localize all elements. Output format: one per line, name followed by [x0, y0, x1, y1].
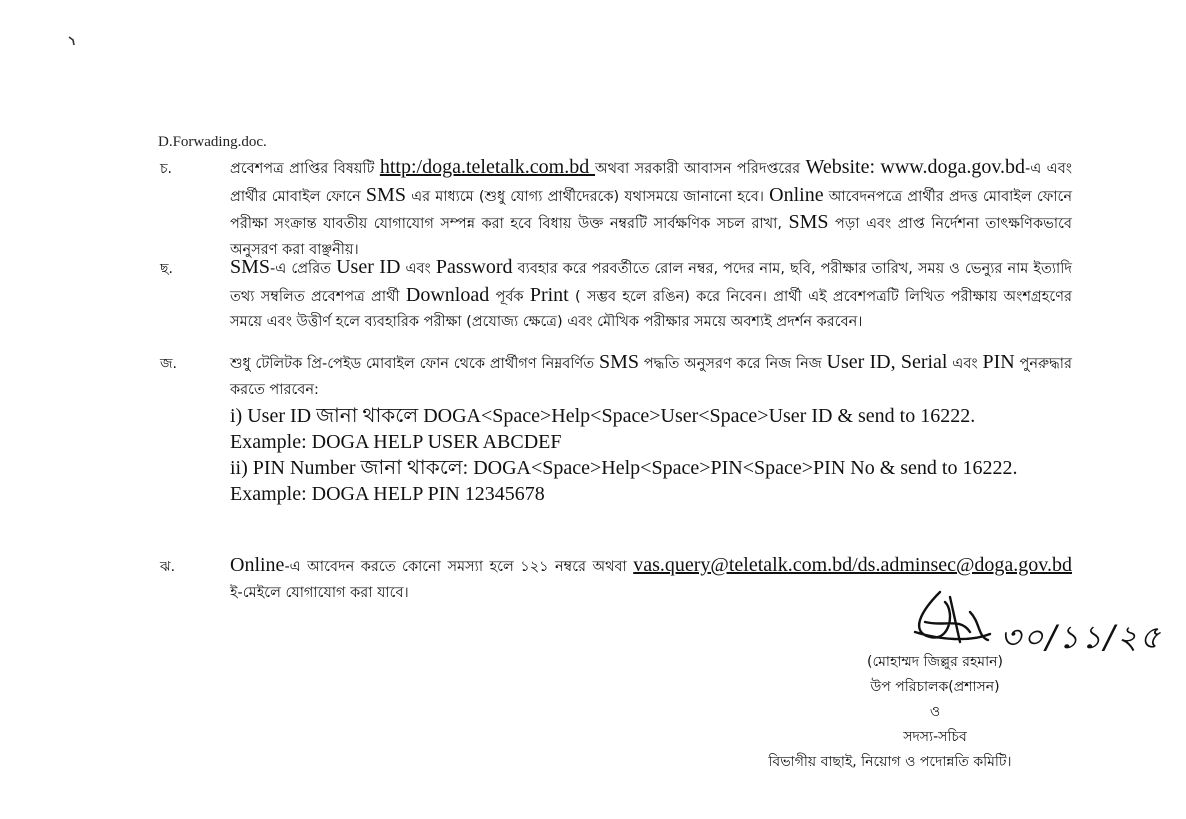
document-filename: D.Forwading.doc. — [158, 134, 267, 150]
clause-number: চ. — [160, 161, 173, 177]
text-run: Download — [405, 283, 490, 306]
signatory-and: ও — [929, 704, 941, 720]
text-run: DOGA<Space>Help<Space>User<Space>User ID & send to 16222. — [423, 405, 976, 427]
sms-instruction-pin — [230, 455, 1072, 481]
text-run: SMS — [230, 256, 271, 278]
text-run: অথবা সরকারী আবাসন পরিদপ্তরের — [595, 161, 806, 177]
clause-number: ঝ. — [160, 559, 176, 575]
text-run: পড়া এবং প্রাপ্ত নির্দেশনা তাৎক্ষণিকভাবে অনুসরণ করা বাঞ্ছনীয়। — [230, 216, 1072, 258]
text-run: Online — [769, 183, 824, 206]
text-run: www.doga.gov.bd — [880, 156, 1026, 178]
text-run[interactable]: http:/doga.teletalk.com.bd — [379, 156, 596, 178]
text-run: ( সম্ভব হলে রঙিন) করে নিবেন। প্রার্থী এই প্রবেশপত্রটি লিখিত পরীক্ষায় অংশগ্রহণের সময়ে এবং উত্তীর্ণ হলে ব্যবহারিক পরীক্ষা (প্রযোজ্য ক্ষেত্রে) এবং মৌখিক পরীক্ষার সময়ে অবশ্যই প্রদর্শন করবেন। — [230, 288, 1072, 330]
text-run: ii) PIN Number — [230, 457, 356, 479]
clause-text — [230, 155, 1072, 263]
text-run[interactable]: vas.query@teletalk.com.bd/ds.adminsec@doga.gov.bd — [633, 554, 1072, 576]
text-run: Example: DOGA HELP USER ABCDEF — [230, 431, 562, 453]
text-run: পুনরুদ্ধার করতে পারবেন: — [230, 356, 1072, 398]
clause-intro — [230, 350, 1072, 403]
text-run: পদ্ধতি অনুসরণ করে নিজ নিজ — [639, 356, 827, 372]
sms-example-pin — [230, 481, 1072, 507]
text-run: DOGA<Space>Help<Space>PIN<Space>PIN No & send to 16222. — [473, 457, 1018, 479]
text-run: SMS — [788, 211, 829, 233]
text-run: -এ এবং প্রার্থীর মোবাইল ফোনে — [230, 161, 1073, 205]
text-run: শুধু টেলিটক প্রি-পেইড মোবাইল ফোন থেকে প্রার্থীগণ নিম্নবর্ণিত — [230, 356, 599, 372]
signature-date: ৩০/১১/২৫ — [1000, 618, 1163, 656]
text-run: User ID — [336, 256, 401, 278]
sms-example-user — [230, 429, 1072, 455]
text-run: প্রবেশপত্র প্রাপ্তির বিষয়টি — [230, 161, 380, 177]
clause-number: ছ. — [160, 261, 173, 277]
text-run: এবং — [400, 261, 436, 277]
text-run: পূর্বক — [489, 288, 530, 305]
clause-text — [230, 255, 1072, 336]
text-run: PIN — [982, 351, 1015, 373]
text-run: ব্যবহার করে পরবর্তীতে রোল নম্বর, পদের নাম, ছবি, পরীক্ষার তারিখ, সময় ও ভেন্যুর নাম ইত্যাদি তথ্য সম্বলিত প্রবেশপত্র প্রার্থী — [230, 261, 1073, 305]
text-run: Website: — [805, 156, 876, 178]
text-run: জানা থাকলে: — [355, 457, 474, 479]
signatory-title: উপ পরিচালক(প্রশাসন) — [870, 679, 1000, 695]
text-run: Example: DOGA HELP PIN 12345678 — [230, 483, 545, 505]
text-run: Print — [529, 283, 569, 306]
signatory-name: (মোহাম্মদ জিল্লুর রহমান) — [867, 654, 1003, 670]
signatory-role: সদস্য-সচিব — [903, 729, 967, 745]
text-run: আবেদনপত্রে প্রার্থীর প্রদত্ত মোবাইল ফোনে পরীক্ষা সংক্রান্ত যাবতীয় যোগাযোগ সম্পন্ন করা হবে বিধায় উক্ত নম্বরটি সার্বক্ষণিক সচল রাখা, — [230, 188, 1073, 232]
pen-mark — [68, 36, 76, 46]
signatory-committee: বিভাগীয় বাছাই, নিয়োগ ও পদোন্নতি কমিটি। — [768, 754, 1012, 770]
signatory-block — [740, 650, 1040, 775]
text-run: i) User ID — [230, 405, 312, 427]
clause-text — [230, 350, 1072, 507]
text-run: ই-মেইলে যোগাযোগ করা যাবে। — [230, 584, 409, 601]
text-run: Online — [230, 554, 285, 576]
text-run: জানা থাকলে — [311, 405, 424, 427]
text-run: -এ প্রেরিত — [270, 261, 337, 277]
text-run: User ID, Serial — [826, 351, 948, 373]
clause-number: জ. — [160, 356, 177, 372]
text-run: এবং — [947, 356, 983, 372]
text-run: SMS — [365, 183, 406, 206]
text-run: Password — [435, 256, 513, 278]
text-run: SMS — [599, 351, 640, 373]
text-run: -এ আবেদন করতে কোনো সমস্যা হলে ১২১ নম্বরে অথবা — [284, 559, 634, 575]
text-run: এর মাধ্যমে (শুধু যোগ্য প্রার্থীদেরকে) যথাসময়ে জানানো হবে। — [405, 188, 770, 205]
sms-instruction-user — [230, 403, 1072, 429]
